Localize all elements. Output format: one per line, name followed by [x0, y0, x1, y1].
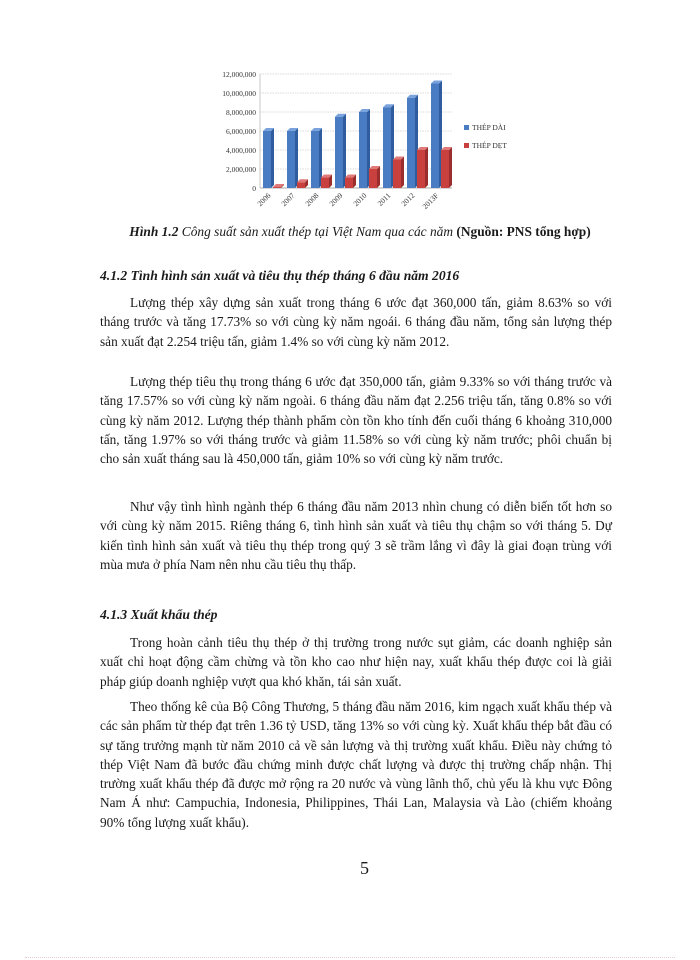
- figure-label: Hình 1.2: [129, 224, 179, 239]
- svg-text:2006: 2006: [255, 191, 273, 209]
- section-heading-4-1-3: 4.1.3 Xuất khẩu thép: [100, 607, 218, 622]
- svg-text:12,000,000: 12,000,000: [222, 70, 256, 79]
- paragraph-export-context: Trong hoàn cảnh tiêu thụ thép ở thị trường trong nước sụt giảm, các doanh nghiệp sản xuất chỉ hoạt động cầm chừng và tồn kho cao như hiện nay, xuất khẩu thép được coi là giải pháp giúp doanh nghiệp vượt qua khó khăn, tái sản xuất.: [100, 635, 612, 689]
- svg-text:8,000,000: 8,000,000: [226, 108, 256, 117]
- svg-text:4,000,000: 4,000,000: [226, 146, 256, 155]
- section-heading-4-1-2: 4.1.2 Tình hình sản xuất và tiêu thụ thép tháng 6 đầu năm 2016: [100, 268, 460, 283]
- svg-text:2011: 2011: [375, 191, 393, 208]
- svg-text:0: 0: [252, 184, 256, 193]
- svg-text:THÉP DÀI: THÉP DÀI: [472, 123, 506, 132]
- steel-capacity-chart: [196, 66, 526, 216]
- paragraph-export-statistics: Theo thống kê của Bộ Công Thương, 5 tháng đầu năm 2016, kim ngạch xuất khẩu thép và các sản phẩm từ thép đạt trên 1.36 tỷ USD, tăng 13% so với cùng kỳ. Xuất khẩu thép bắt đầu có sự tăng trưởng mạnh từ năm 2010 cả về sản lượng và thị trường xuất khẩu. Điều này chứng tỏ thép Việt Nam đã bước đầu chứng minh được chất lượng và được thị trường chấp nhận. Thị trường xuất khẩu thép đã được mở rộng ra 20 nước và vùng lãnh thổ, chủ yếu là khu vực Đông Nam Á như: Campuchia, Indonesia, Philippines, Thái Lan, Malaysia và Lào (chiếm khoảng 90% tổng lượng xuất khẩu).: [100, 699, 612, 830]
- page-bottom-border: [25, 957, 675, 958]
- paragraph-outlook: Như vậy tình hình ngành thép 6 tháng đầu năm 2013 nhìn chung có diễn biến tốt hơn so với cùng kỳ năm 2015. Riêng tháng 6, tình hình sản xuất và tiêu thụ chậm so với tháng 5. Dự kiến tình hình sản xuất và tiêu thụ thép trong quý 3 sẽ trầm lắng vì đây là giai đoạn trùng với mùa mưa ở phía Nam nên nhu cầu tiêu thụ thấp.: [100, 499, 612, 572]
- svg-text:2009: 2009: [327, 191, 345, 209]
- svg-text:10,000,000: 10,000,000: [222, 89, 256, 98]
- svg-text:6,000,000: 6,000,000: [226, 127, 256, 136]
- svg-text:2,000,000: 2,000,000: [226, 165, 256, 174]
- figure-title: Công suất sản xuất thép tại Việt Nam qua các năm: [181, 224, 454, 239]
- figure-caption: [100, 222, 620, 241]
- svg-text:2008: 2008: [303, 191, 321, 209]
- paragraph-consumption: Lượng thép tiêu thụ trong tháng 6 ước đạt 350,000 tấn, giảm 9.33% so với tháng trước và tăng 17.57% so với cùng kỳ năm ngoài. 6 tháng đầu năm đạt 2.256 triệu tấn, tăng 0.8% so với cùng kỳ năm 2012. Lượng thép thành phẩm còn tồn kho tính đến cuối tháng 6 khoảng 310,000 tấn, tăng 1.97% so với tháng trước và giảm 11.58% so với cùng kỳ năm trước; phôi chuẩn bị cho sản xuất tháng sau là 450,000 tấn, giảm 10% so với cùng kỳ năm trước.: [100, 374, 612, 467]
- svg-text:2013F: 2013F: [420, 191, 441, 211]
- svg-text:2010: 2010: [351, 191, 369, 209]
- svg-text:2007: 2007: [279, 191, 297, 209]
- svg-text:THÉP DẸT: THÉP DẸT: [472, 141, 507, 150]
- svg-text:2012: 2012: [399, 191, 417, 209]
- figure-source: (Nguồn: PNS tổng hợp): [456, 224, 591, 239]
- paragraph-production: Lượng thép xây dựng sản xuất trong tháng 6 ước đạt 360,000 tấn, giảm 8.63% so với tháng trước và tăng 17.73% so với cùng kỳ năm ngoái. 6 tháng đầu năm, tổng sản lượng thép sản xuất đạt 2.254 triệu tấn, giảm 1.4% so với cùng kỳ năm 2012.: [100, 295, 612, 349]
- page-number: 5: [360, 858, 369, 878]
